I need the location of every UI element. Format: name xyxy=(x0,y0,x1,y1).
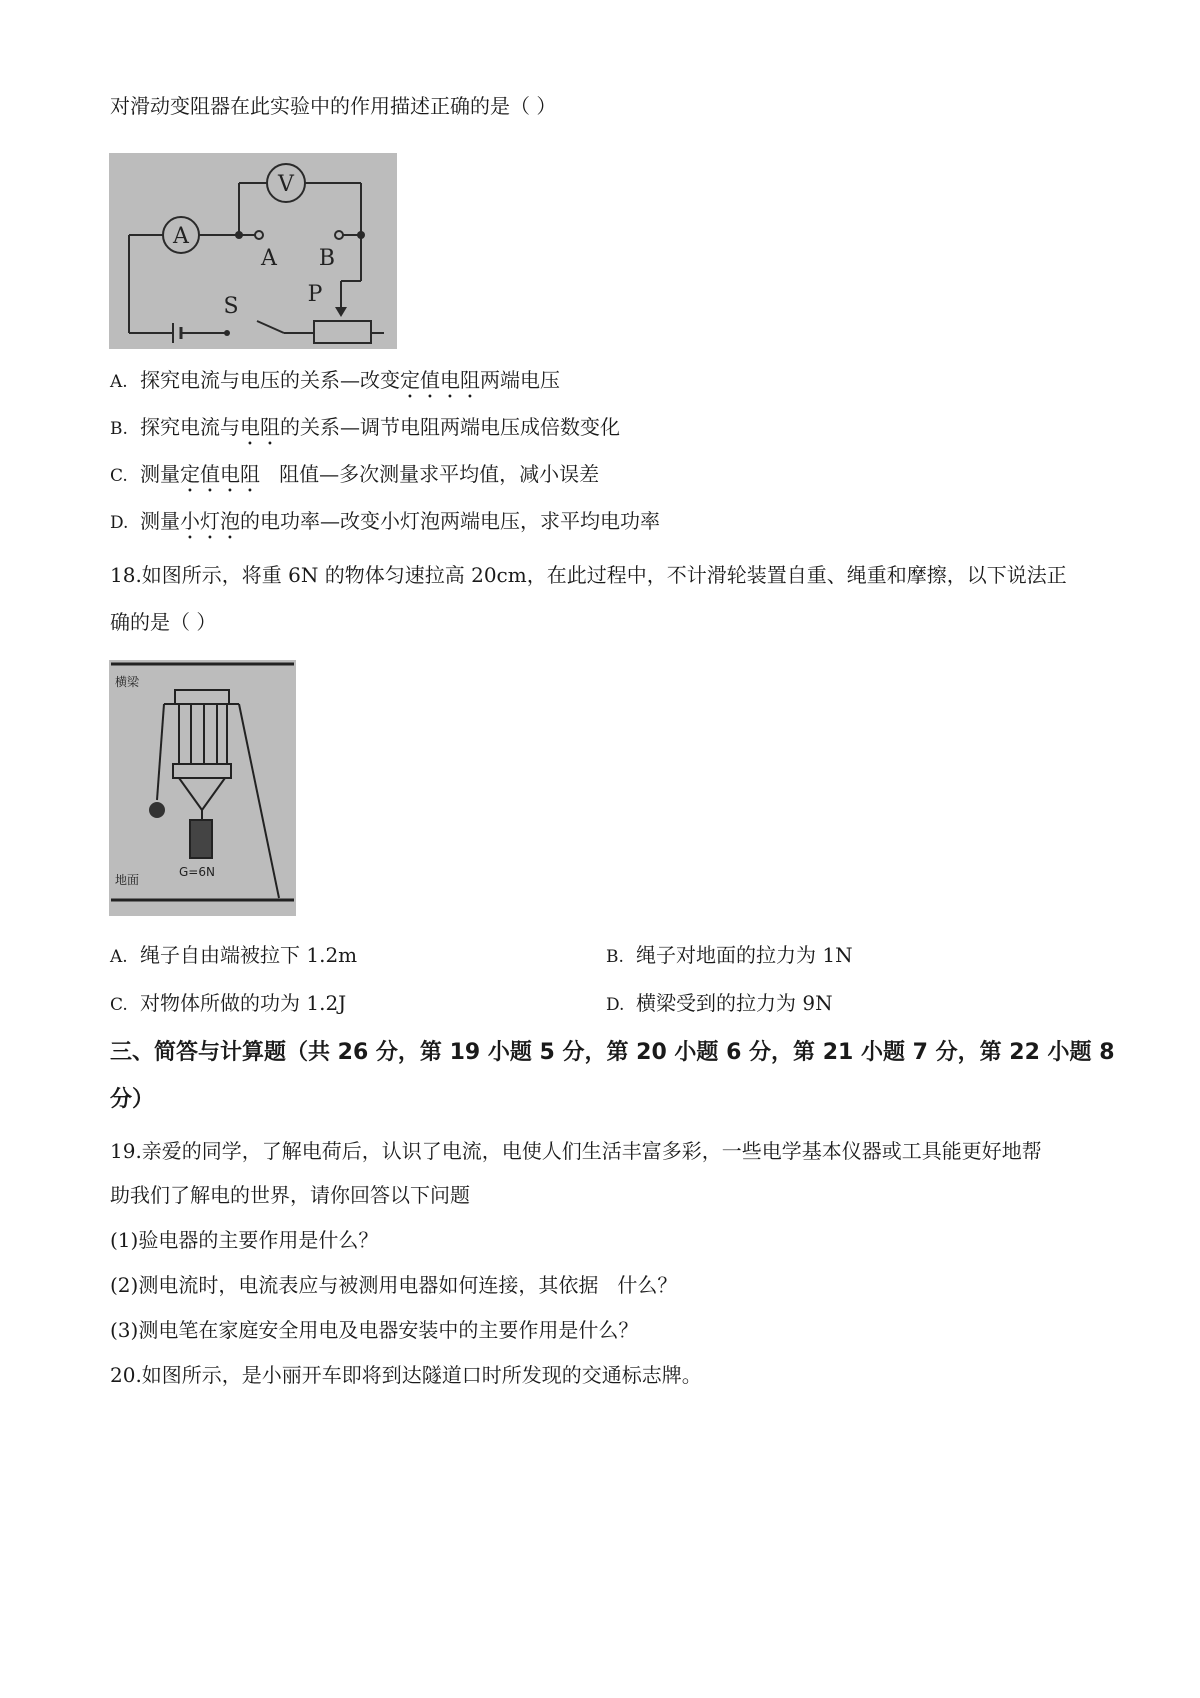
pulley-diagram-figure xyxy=(109,660,296,916)
q19-stem-line2: 助我们了解电的世界，请你回答以下问题 xyxy=(110,1183,470,1207)
switch-label: S xyxy=(223,294,239,319)
q18-option-a: A. 绳子自由端被拉下 1.2m xyxy=(110,943,358,967)
q18-option-c: C. 对物体所做的功为 1.2J xyxy=(110,991,347,1015)
q17-option-c: C. 测量定值电阻 阻值—多次测量求平均值，减小误差 xyxy=(110,462,600,486)
q18-option-d: D. 横梁受到的拉力为 9N xyxy=(606,991,833,1015)
circuit-diagram xyxy=(109,153,397,349)
beam-label: 横梁 xyxy=(115,675,140,689)
section-3-heading-line1: 三、简答与计算题（共 26 分，第 19 小题 5 分，第 20 小题 6 分，第 21 小题 7 分，第 22 小题 8 xyxy=(110,1040,1115,1065)
q20-stem: 20.如图所示，是小丽开车即将到达隧道口时所发现的交通标志牌。 xyxy=(110,1363,702,1387)
ammeter-label: A xyxy=(173,224,189,249)
terminal-a-label: A xyxy=(261,246,277,271)
q17-option-d: D. 测量小灯泡的电功率—改变小灯泡两端电压，求平均电功率 xyxy=(110,509,660,533)
q17-option-b: B. 探究电流与电阻的关系—调节电阻两端电压成倍数变化 xyxy=(110,415,620,439)
q17-stem: 对滑动变阻器在此实验中的作用描述正确的是（ ） xyxy=(110,94,557,118)
circuit-diagram-figure xyxy=(109,153,397,349)
q19-sub-question-2: (2)测电流时，电流表应与被测用电器如何连接，其依据 什么？ xyxy=(110,1273,678,1297)
ground-label: 地面 xyxy=(115,873,140,887)
section-3-heading-line2: 分） xyxy=(110,1087,155,1112)
q17-option-a: A. 探究电流与电压的关系—改变定值电阻两端电压 xyxy=(110,368,560,392)
slider-label: P xyxy=(307,282,323,307)
weight-label: G=6N xyxy=(179,865,215,879)
terminal-b-label: B xyxy=(318,246,336,271)
pulley-diagram xyxy=(109,660,296,916)
voltmeter-label: V xyxy=(278,172,294,197)
q18-option-b: B. 绳子对地面的拉力为 1N xyxy=(606,943,853,967)
q19-stem-line1: 19.亲爱的同学，了解电荷后，认识了电流，电使人们生活丰富多彩，一些电学基本仪器或工具能更好地帮 xyxy=(110,1139,1042,1163)
q18-stem-line1: 18.如图所示，将重 6N 的物体匀速拉高 20cm，在此过程中，不计滑轮装置自重、绳重和摩擦，以下说法正 xyxy=(110,563,1067,587)
q19-sub-question-3: (3)测电笔在家庭安全用电及电器安装中的主要作用是什么？ xyxy=(110,1318,639,1342)
q18-stem-line2: 确的是（ ） xyxy=(110,610,217,634)
q19-sub-question-1: (1)验电器的主要作用是什么？ xyxy=(110,1228,379,1252)
